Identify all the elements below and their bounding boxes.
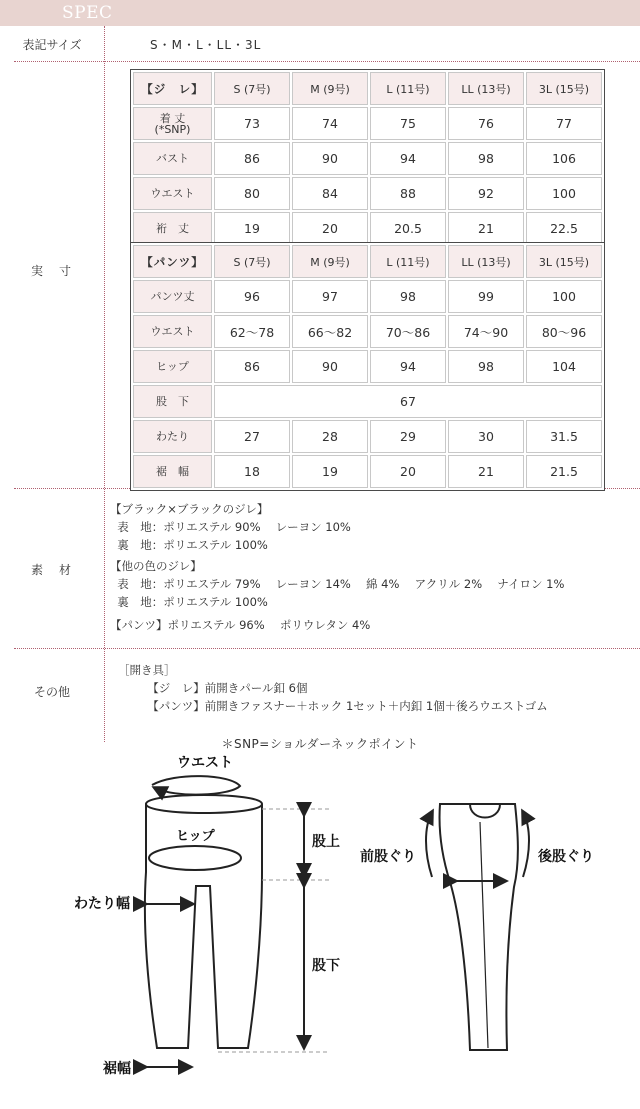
table-cell: 18 — [214, 455, 290, 488]
table-cell: 22.5 — [526, 212, 602, 245]
table-cell: 21 — [448, 455, 524, 488]
table-cell: 104 — [526, 350, 602, 383]
row-label: パンツ丈 — [133, 280, 212, 313]
back-rise-arrow — [523, 812, 529, 877]
column-divider — [104, 26, 105, 742]
size-column-header: 3L (15号) — [526, 72, 602, 105]
size-column-header: L (11号) — [370, 245, 446, 278]
table-cell: 100 — [526, 177, 602, 210]
size-column-header: M (9号) — [292, 245, 368, 278]
table-cell: 19 — [292, 455, 368, 488]
table-cell: 77 — [526, 107, 602, 140]
table-cell: 30 — [448, 420, 524, 453]
row-label: 着 丈 (*SNP) — [133, 107, 212, 140]
size-column-header: L (11号) — [370, 72, 446, 105]
row-label: わたり — [133, 420, 212, 453]
size-column-header: 3L (15号) — [526, 245, 602, 278]
pants-side-outline — [439, 804, 517, 1050]
table-cell: 20.5 — [370, 212, 446, 245]
table-cell: 67 — [214, 385, 602, 418]
front-rise-arrow — [426, 812, 432, 877]
material-label: 素 材 — [30, 563, 73, 577]
table-cell: 86 — [214, 142, 290, 175]
table-cell: 94 — [370, 142, 446, 175]
table-cell: 74〜90 — [448, 315, 524, 348]
actual-size-label: 実 寸 — [30, 264, 73, 278]
table-cell: 62〜78 — [214, 315, 290, 348]
hip-label: ヒップ — [176, 829, 215, 844]
table-cell: 90 — [292, 142, 368, 175]
table-cell: 98 — [448, 350, 524, 383]
material-other-vest: 【他の色のジレ】 表 地：ポリエステル 79% レーヨン 14% 綿 4% アクリル 2% ナイロン 1% 裏 地：ポリエステル 100% — [110, 559, 565, 609]
table-cell: 66〜82 — [292, 315, 368, 348]
table-cell: 28 — [292, 420, 368, 453]
row-label: ウエスト — [133, 177, 212, 210]
hem-label: 裾幅 — [103, 1061, 131, 1077]
table-cell: 31.5 — [526, 420, 602, 453]
table-cell: 70〜86 — [370, 315, 446, 348]
table-row — [133, 107, 602, 140]
fastener-info: ［開き具］ 【ジ レ】前開きパール釦 6個 【パンツ】前開きファスナー＋ホック 1セット＋内釦 1個＋後ろウエストゴム — [118, 663, 548, 713]
table-cell: 106 — [526, 142, 602, 175]
waist-arrow — [152, 776, 240, 794]
table-row — [133, 455, 602, 488]
table-cell: 27 — [214, 420, 290, 453]
table-corner-label: 【ジ レ】 — [133, 72, 212, 105]
table-cell: 20 — [370, 455, 446, 488]
table-cell: 21 — [448, 212, 524, 245]
front-rise-label: 前股ぐり — [360, 849, 416, 865]
table-corner-label: 【パンツ】 — [133, 245, 212, 278]
table-cell: 20 — [292, 212, 368, 245]
spec-title: SPEC — [62, 3, 113, 23]
table-cell: 80 — [214, 177, 290, 210]
rise-label: 股上 — [312, 834, 340, 850]
row-label: バスト — [133, 142, 212, 175]
section-divider — [14, 648, 640, 649]
back-rise-label: 後股ぐり — [538, 849, 594, 865]
table-cell: 96 — [214, 280, 290, 313]
row-label: 股 下 — [133, 385, 212, 418]
table-row — [133, 212, 602, 245]
table-row — [133, 385, 602, 418]
table-row — [133, 315, 602, 348]
other-label: その他 — [33, 685, 70, 699]
table-cell: 86 — [214, 350, 290, 383]
table-row — [133, 142, 602, 175]
table-cell: 99 — [448, 280, 524, 313]
section-divider — [14, 61, 640, 62]
pants-size-table — [130, 242, 605, 491]
size-column-header: LL (13号) — [448, 72, 524, 105]
waist-label: ウエスト — [177, 755, 233, 771]
table-cell: 92 — [448, 177, 524, 210]
table-cell: 98 — [370, 280, 446, 313]
table-cell: 19 — [214, 212, 290, 245]
table-row — [133, 420, 602, 453]
material-black-vest: 【ブラック×ブラックのジレ】 表 地：ポリエステル 90% レーヨン 10% 裏 地：ポリエステル 100% — [110, 502, 351, 552]
sizes-label: 表記サイズ — [22, 38, 82, 52]
table-cell: 29 — [370, 420, 446, 453]
size-column-header: M (9号) — [292, 72, 368, 105]
row-label: ウエスト — [133, 315, 212, 348]
measurement-diagram — [0, 752, 640, 1109]
material-pants: 【パンツ】ポリエステル 96% ポリウレタン 4% — [110, 618, 371, 632]
table-cell: 100 — [526, 280, 602, 313]
vest-size-table — [130, 69, 605, 248]
row-label: ヒップ — [133, 350, 212, 383]
table-cell: 88 — [370, 177, 446, 210]
sizes-value: S・M・L・LL・3L — [150, 38, 262, 52]
inseam-label: 股下 — [312, 958, 340, 974]
table-cell: 75 — [370, 107, 446, 140]
table-cell: 80〜96 — [526, 315, 602, 348]
size-column-header: S (7号) — [214, 72, 290, 105]
snp-note: ＊SNP=ショルダーネックポイント — [221, 737, 419, 751]
row-label: 裄 丈 — [133, 212, 212, 245]
size-column-header: LL (13号) — [448, 245, 524, 278]
thigh-label: わたり幅 — [74, 896, 130, 912]
table-cell: 21.5 — [526, 455, 602, 488]
table-row — [133, 177, 602, 210]
table-row — [133, 280, 602, 313]
row-label: 裾 幅 — [133, 455, 212, 488]
size-column-header: S (7号) — [214, 245, 290, 278]
table-cell: 74 — [292, 107, 368, 140]
table-cell: 97 — [292, 280, 368, 313]
table-row — [133, 350, 602, 383]
table-cell: 84 — [292, 177, 368, 210]
table-cell: 76 — [448, 107, 524, 140]
table-cell: 73 — [214, 107, 290, 140]
table-cell: 98 — [448, 142, 524, 175]
spec-header — [0, 0, 640, 26]
table-cell: 90 — [292, 350, 368, 383]
table-cell: 94 — [370, 350, 446, 383]
